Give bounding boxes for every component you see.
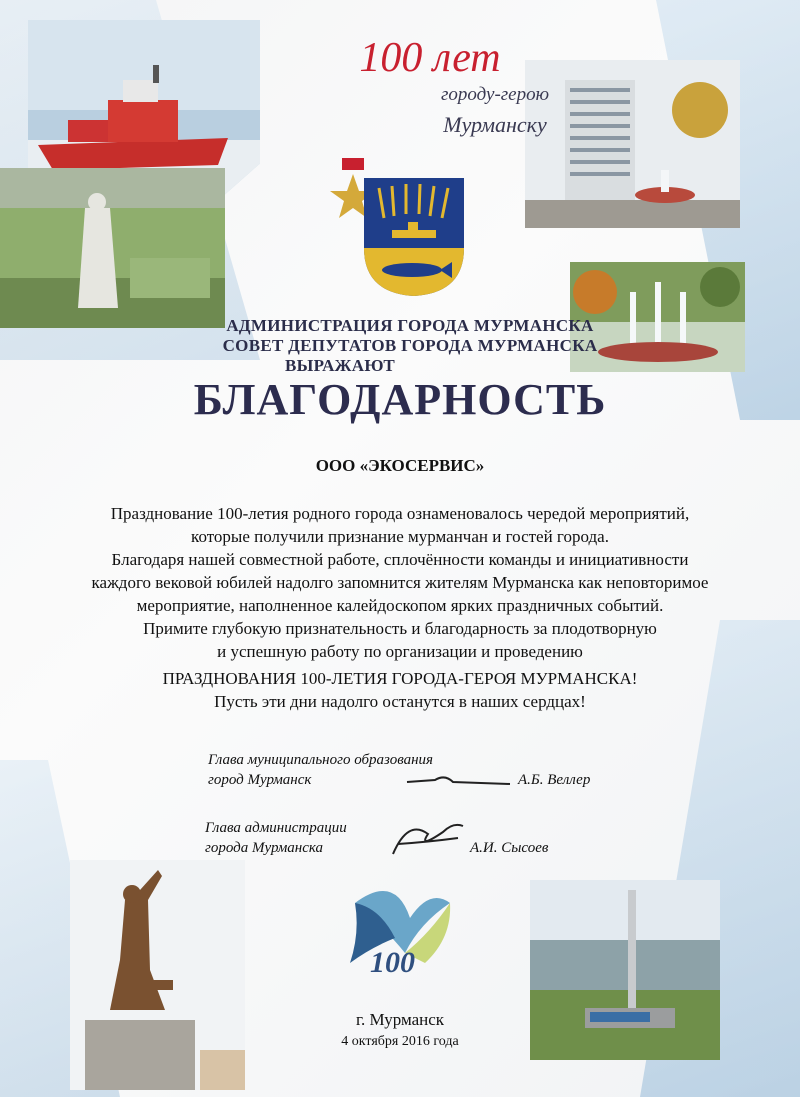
statue-photo <box>70 860 245 1090</box>
org-line-3: ВЫРАЖАЮТ <box>284 356 396 375</box>
monument-photo <box>0 168 225 328</box>
signature-2-name: А.И. Сысоев <box>470 840 549 856</box>
stele-photo <box>530 880 720 1060</box>
footer-city: г. Мурманск <box>355 1010 445 1029</box>
signature-1-role-line-2: город Мурманск <box>208 772 312 788</box>
centenary-logo <box>340 878 460 983</box>
body-closing: Пусть эти дни надолго останутся в наших сердцах! <box>214 692 586 711</box>
body-line: каждого вековой юбилей надолго запомнится жителям Мурманска как неповторимое <box>91 573 709 592</box>
body-line: Благодаря нашей совместной работе, сплочённости команды и инициативности <box>111 550 689 569</box>
body-line: Примите глубокую признательность и благодарность за плодотворную <box>143 619 657 638</box>
body-line: и успешную работу по организации и проведению <box>217 642 583 661</box>
body-line: мероприятие, наполненное калейдоскопом ярких праздничных событий. <box>136 596 664 615</box>
signature-2-role-line-2: города Мурманска <box>205 840 324 856</box>
org-line-2: СОВЕТ ДЕПУТАТОВ ГОРОДА МУРМАНСКА <box>222 336 598 355</box>
signature-1-mark <box>405 770 515 795</box>
signature-2-mark <box>388 814 468 869</box>
body-emphasis: ПРАЗДНОВАНИЯ 100-ЛЕТИЯ ГОРОДА-ГЕРОЯ МУРМАНСКА! <box>162 669 638 688</box>
footer-date: 4 октября 2016 года <box>341 1034 459 1049</box>
certificate-title: БЛАГОДАРНОСТЬ <box>193 375 607 424</box>
signature-1-role-line-1: Глава муниципального образования <box>208 752 434 768</box>
heading-subline-1: городу-герою <box>440 84 550 105</box>
signature-2-role-line-1: Глава администрации <box>205 820 347 836</box>
logo-text: 100 <box>370 946 415 979</box>
org-line-1: АДМИНИСТРАЦИЯ ГОРОДА МУРМАНСКА <box>226 316 594 335</box>
anniversary-heading: 100 лет <box>359 35 501 81</box>
signature-1-name: А.Б. Веллер <box>518 772 591 788</box>
recipient-name: ООО «ЭКОСЕРВИС» <box>315 456 485 475</box>
body-text <box>0 502 800 713</box>
body-line: Празднование 100-летия родного города ознаменовалось чередой мероприятий, <box>110 504 690 523</box>
body-line: которые получили признание мурманчан и гостей города. <box>191 527 609 546</box>
heading-subline-2: Мурманску <box>443 112 547 137</box>
coat-of-arms-icon <box>364 178 464 303</box>
